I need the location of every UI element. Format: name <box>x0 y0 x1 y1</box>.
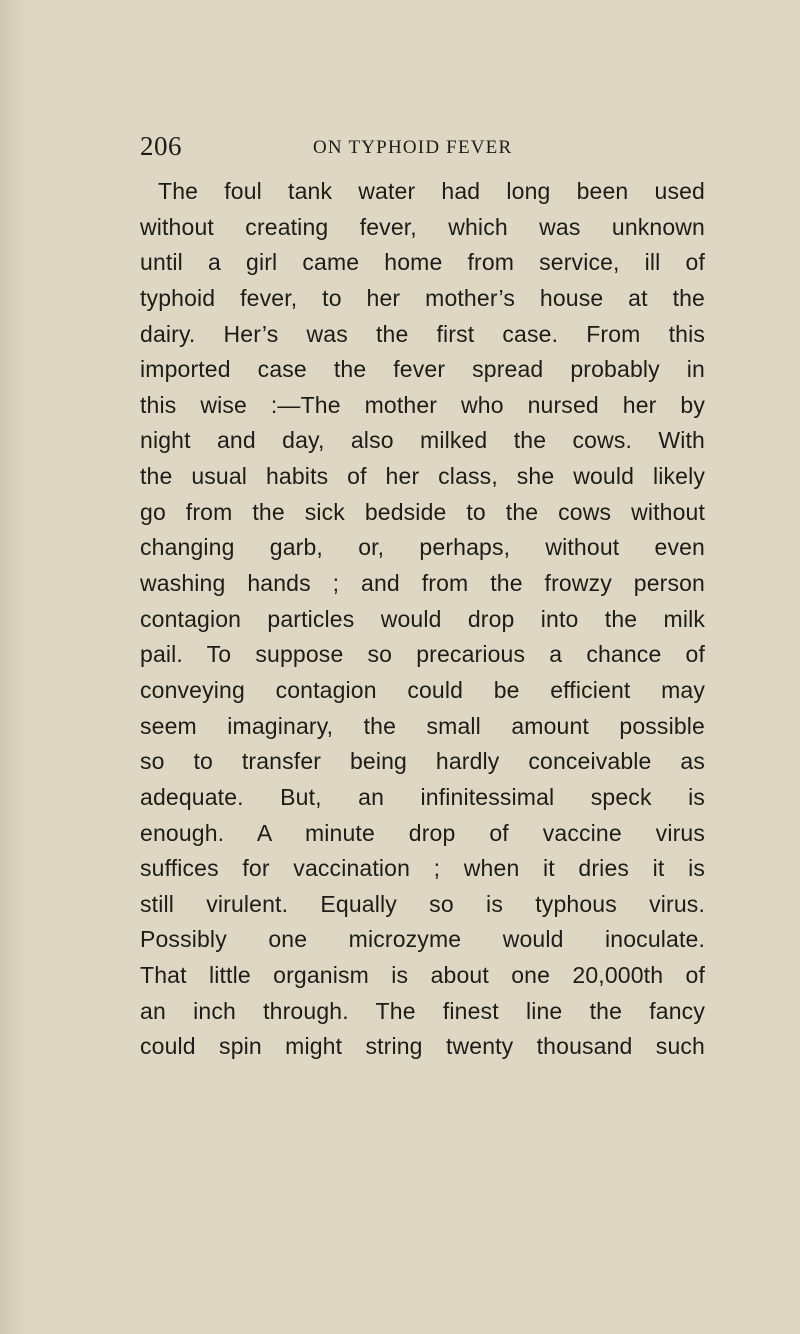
text-line: conveying contagion could be efficient may <box>140 676 705 703</box>
running-title: ON TYPHOID FEVER <box>313 137 513 158</box>
text-line: Possibly one microzyme would inoculate. <box>140 926 705 953</box>
page-number: 206 <box>140 131 182 161</box>
body-text <box>140 174 705 1065</box>
text-line: seem imaginary, the small amount possible <box>140 712 705 739</box>
text-line: pail. To suppose so precarious a chance of <box>140 641 705 668</box>
text-line: so to transfer being hardly conceivable as <box>140 748 705 775</box>
text-line: this wise :—The mother who nursed her by <box>140 391 705 418</box>
text-line: suffices for vaccination ; when it dries it is <box>140 855 705 882</box>
page-header <box>140 131 700 165</box>
text-line: dairy. Her’s was the first case. From this <box>140 320 705 347</box>
text-line: the usual habits of her class, she would likely <box>140 463 705 490</box>
text-line: imported case the fever spread probably in <box>140 356 705 383</box>
text-line: typhoid fever, to her mother’s house at the <box>140 284 705 311</box>
text-line: washing hands ; and from the frowzy person <box>140 570 705 597</box>
text-line: That little organism is about one 20,000th of <box>140 962 705 989</box>
text-line: go from the sick bedside to the cows without <box>140 498 705 525</box>
text-line: changing garb, or, perhaps, without even <box>140 534 705 561</box>
text-line: night and day, also milked the cows. With <box>140 427 705 454</box>
text-line: an inch through. The finest line the fancy <box>140 997 705 1024</box>
text-line: without creating fever, which was unknown <box>140 213 705 240</box>
text-line: contagion particles would drop into the milk <box>140 605 705 632</box>
text-line: still virulent. Equally so is typhous virus. <box>140 890 705 917</box>
text-line: The foul tank water had long been used <box>158 178 705 204</box>
text-line: could spin might string twenty thousand such <box>140 1033 705 1060</box>
text-line: adequate. But, an infinitessimal speck is <box>140 783 705 810</box>
text-line: enough. A minute drop of vaccine virus <box>140 819 705 846</box>
page-edge-shadow <box>0 0 26 1334</box>
text-line: until a girl came home from service, ill of <box>140 249 705 276</box>
